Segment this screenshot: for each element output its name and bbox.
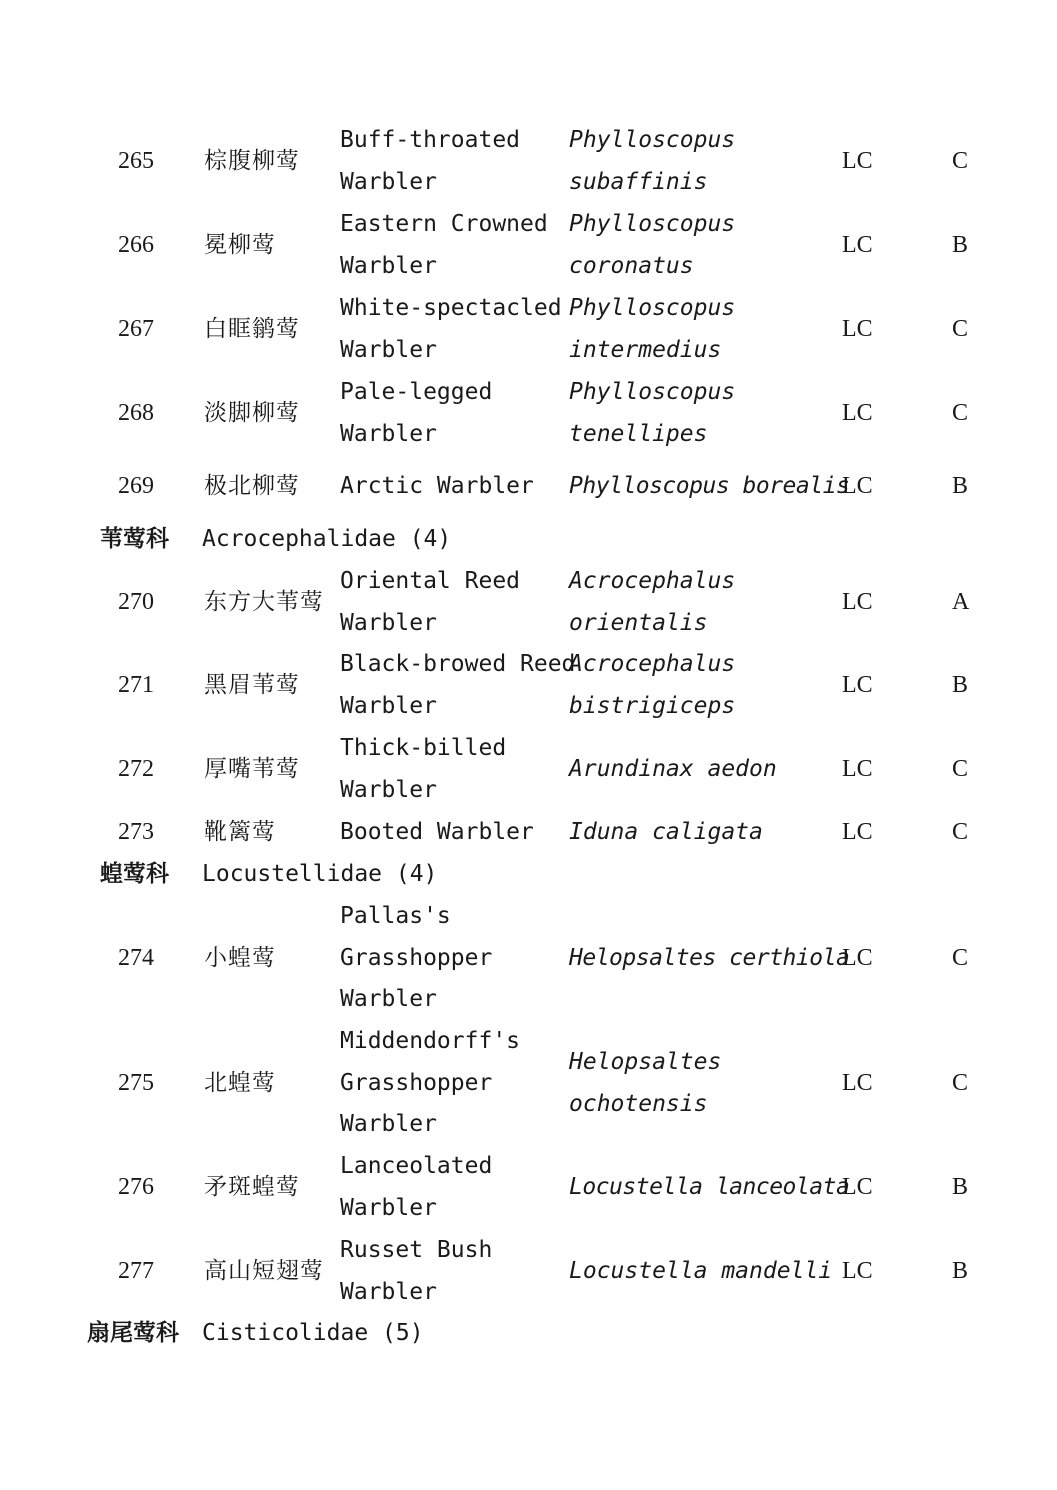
species-number: 266	[118, 232, 154, 258]
english-name: White-spectacled Warbler	[340, 295, 562, 363]
chinese-name: 厚嘴苇莺	[204, 756, 300, 782]
species-number: 273	[118, 819, 154, 845]
iucn-status: LC	[842, 232, 873, 258]
english-name: Thick-billed Warbler	[340, 735, 507, 803]
species-number: 270	[118, 589, 154, 615]
english-name: Pale-legged Warbler	[340, 379, 493, 447]
english-name: Booted Warbler	[340, 819, 534, 845]
family-chinese-name: 蝗莺科	[100, 861, 169, 887]
species-number: 275	[118, 1070, 154, 1096]
iucn-status: LC	[842, 1174, 873, 1200]
chinese-name: 冕柳莺	[204, 232, 276, 258]
family-chinese-name: 扇尾莺科	[87, 1320, 179, 1346]
category: C	[952, 945, 969, 971]
scientific-name: Phylloscopus tenellipes	[569, 379, 736, 447]
family-latin-name: Locustellidae (4)	[202, 861, 438, 887]
category: B	[952, 672, 969, 698]
scientific-name: Phylloscopus intermedius	[569, 295, 736, 363]
chinese-name: 北蝗莺	[204, 1070, 276, 1096]
scientific-name: Phylloscopus borealis	[569, 473, 850, 499]
category: B	[952, 1174, 969, 1200]
category: C	[952, 400, 969, 426]
category: B	[952, 232, 969, 258]
species-number: 272	[118, 756, 154, 782]
english-name: Arctic Warbler	[340, 473, 534, 499]
iucn-status: LC	[842, 672, 873, 698]
category: C	[952, 756, 969, 782]
scientific-name: Arundinax aedon	[569, 756, 777, 782]
species-number: 274	[118, 945, 154, 971]
species-number: 276	[118, 1174, 154, 1200]
scientific-name: Helopsaltes certhiola	[569, 945, 850, 971]
species-number: 269	[118, 473, 154, 499]
category: C	[952, 819, 969, 845]
scientific-name: Phylloscopus coronatus	[569, 211, 736, 279]
family-latin-name: Cisticolidae (5)	[202, 1320, 424, 1346]
chinese-name: 靴篱莺	[204, 819, 276, 845]
family-latin-name: Acrocephalidae (4)	[202, 526, 452, 552]
category: A	[952, 589, 970, 615]
iucn-status: LC	[842, 1258, 873, 1284]
iucn-status: LC	[842, 819, 873, 845]
category: B	[952, 1258, 969, 1284]
iucn-status: LC	[842, 589, 873, 615]
chinese-name: 白眶鹟莺	[204, 316, 300, 342]
chinese-name: 极北柳莺	[204, 473, 300, 499]
species-number: 277	[118, 1258, 154, 1284]
scientific-name: Helopsaltes ochotensis	[569, 1049, 722, 1117]
english-name: Buff-throated Warbler	[340, 127, 521, 195]
iucn-status: LC	[842, 316, 873, 342]
category: C	[952, 1070, 969, 1096]
scientific-name: Acrocephalus orientalis	[569, 568, 736, 636]
chinese-name: 矛斑蝗莺	[204, 1174, 300, 1200]
chinese-name: 淡脚柳莺	[204, 400, 300, 426]
iucn-status: LC	[842, 945, 873, 971]
category: C	[952, 148, 969, 174]
category: C	[952, 316, 969, 342]
iucn-status: LC	[842, 473, 873, 499]
category: B	[952, 473, 969, 499]
iucn-status: LC	[842, 400, 873, 426]
english-name: Russet Bush Warbler	[340, 1237, 493, 1305]
family-chinese-name: 苇莺科	[100, 526, 169, 552]
english-name: Pallas's Grasshopper Warbler	[340, 903, 493, 1012]
chinese-name: 高山短翅莺	[204, 1258, 324, 1284]
chinese-name: 棕腹柳莺	[204, 148, 300, 174]
chinese-name: 黑眉苇莺	[204, 672, 300, 698]
chinese-name: 小蝗莺	[204, 945, 276, 971]
english-name: Black-browed Reed Warbler	[340, 651, 576, 719]
species-number: 271	[118, 672, 154, 698]
scientific-name: Locustella mandelli	[569, 1258, 833, 1284]
english-name: Middendorff's Grasshopper Warbler	[340, 1028, 521, 1137]
scientific-name: Phylloscopus subaffinis	[569, 127, 736, 195]
scientific-name: Locustella lanceolata	[569, 1174, 850, 1200]
iucn-status: LC	[842, 148, 873, 174]
scientific-name: Iduna caligata	[569, 819, 763, 845]
species-number: 268	[118, 400, 154, 426]
scientific-name: Acrocephalus bistrigiceps	[569, 651, 736, 719]
english-name: Lanceolated Warbler	[340, 1153, 493, 1221]
iucn-status: LC	[842, 1070, 873, 1096]
chinese-name: 东方大苇莺	[204, 589, 324, 615]
species-number: 265	[118, 148, 154, 174]
english-name: Eastern Crowned Warbler	[340, 211, 548, 279]
iucn-status: LC	[842, 756, 873, 782]
species-number: 267	[118, 316, 154, 342]
english-name: Oriental Reed Warbler	[340, 568, 521, 636]
